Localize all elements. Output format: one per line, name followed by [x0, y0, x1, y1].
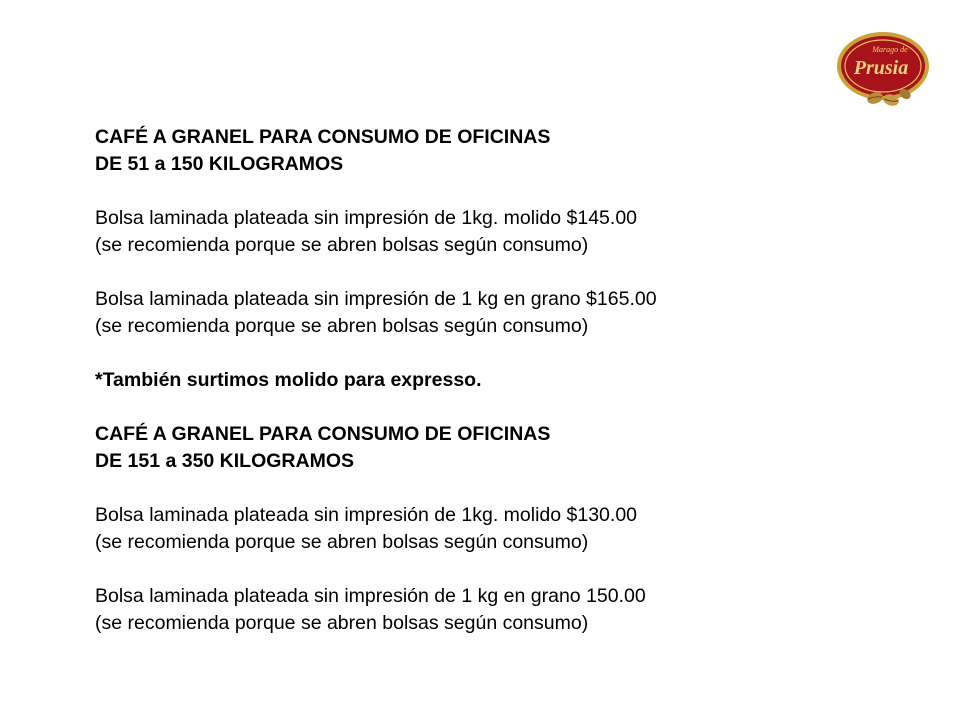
spacer: [95, 178, 895, 205]
section1-item1-line2: (se recomienda porque se abren bolsas según consumo): [95, 234, 589, 256]
logo-small-text: Marago de: [872, 45, 908, 54]
section2-heading-line2: DE 151 a 350 KILOGRAMOS: [95, 450, 355, 472]
section1-item2-line2: (se recomienda porque se abren bolsas según consumo): [95, 315, 589, 337]
section2-heading-line1: CAFÉ A GRANEL PARA CONSUMO DE OFICINAS: [95, 423, 551, 445]
section2-item2-line1: Bolsa laminada plateada sin impresión de 1 kg en grano 150.00: [95, 585, 646, 607]
price-list: [95, 124, 895, 637]
spacer: [95, 259, 895, 286]
spacer: [95, 475, 895, 502]
section2-item2-line2: (se recomienda porque se abren bolsas según consumo): [95, 612, 589, 634]
section1-heading-line1: CAFÉ A GRANEL PARA CONSUMO DE OFICINAS: [95, 126, 551, 148]
spacer: [95, 556, 895, 583]
section2-item1-line1: Bolsa laminada plateada sin impresión de 1kg. molido $130.00: [95, 504, 638, 526]
section1-heading-line2: DE 51 a 150 KILOGRAMOS: [95, 153, 344, 175]
spacer: [95, 394, 895, 421]
section1-item1-line1: Bolsa laminada plateada sin impresión de 1kg. molido $145.00: [95, 207, 638, 229]
brand-logo: [835, 28, 933, 112]
spacer: [95, 340, 895, 367]
section2-item1-line2: (se recomienda porque se abren bolsas según consumo): [95, 531, 589, 553]
section1-item2-line1: Bolsa laminada plateada sin impresión de 1 kg en grano $165.00: [95, 288, 657, 310]
section1-note: *También surtimos molido para expresso.: [95, 369, 482, 391]
logo-brand-text: Prusia: [853, 57, 909, 79]
